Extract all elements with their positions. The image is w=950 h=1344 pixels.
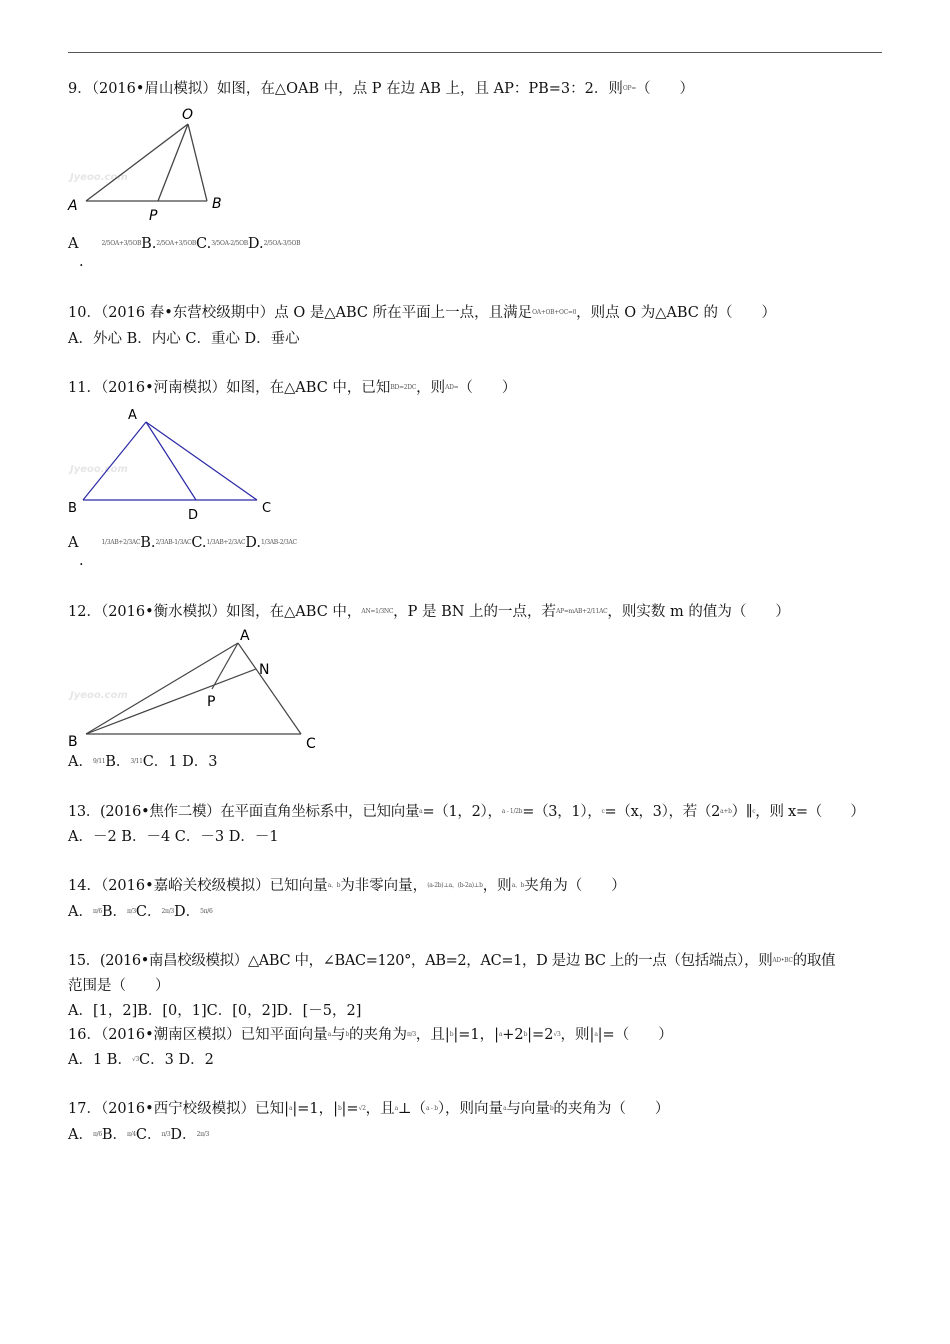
q10-options: A．外心 B．内心 C．重心 D．垂心 <box>68 331 300 347</box>
svg-text:A: A <box>240 628 250 644</box>
svg-text:A: A <box>68 198 78 214</box>
svg-text:Jyeoo.com: Jyeoo.com <box>70 464 128 475</box>
q9-stem: 9．（2016•眉山模拟）如图，在△OAB 中，点 P 在边 AB 上，且 AP：PB=3：2．则OP=（ ） <box>68 81 694 97</box>
svg-text:A: A <box>128 408 137 423</box>
svg-text:C: C <box>262 501 272 516</box>
svg-text:N: N <box>259 662 270 678</box>
svg-text:D: D <box>188 508 199 523</box>
q11-dot: . <box>79 553 84 569</box>
svg-text:P: P <box>207 694 216 710</box>
q12-triangle-figure <box>64 624 326 752</box>
q12-stem: 12．（2016•衡水模拟）如图，在△ABC 中，AN=1/3NC，P 是 BN 上的一点，若AP=mAB+2/11AC，则实数 m 的值为（ ） <box>68 604 790 620</box>
svg-text:B: B <box>212 196 222 212</box>
q14-stem: 14．（2016•嘉峪关校级模拟）已知向量a、b为非零向量，(a-2b)⊥a，(b-2a)⊥b，则a、b夹角为（ ） <box>68 878 626 894</box>
q9-dot: . <box>79 254 84 270</box>
svg-text:Jyeoo.com: Jyeoo.com <box>70 172 128 183</box>
svg-text:C: C <box>306 736 316 752</box>
q16-options: A．1 B．√3C．3 D．2 <box>68 1052 214 1068</box>
q13-options: A．－2 B．－4 C．－3 D．－1 <box>68 829 279 845</box>
svg-text:Jyeoo.com: Jyeoo.com <box>70 690 128 701</box>
q17-options: A．π/6B．π/4C．π/3D．2π/3 <box>68 1127 209 1143</box>
q15-stem: 15．(2016•南昌校级模拟）△ABC 中，∠BAC=120°，AB=2，AC=1，D 是边 BC 上的一点（包括端点），则AD•BC的取值 <box>68 953 836 969</box>
q13-stem: 13．(2016•焦作二模）在平面直角坐标系中，已知向量a=（1，2），a - 1/2b=（3，1），c=（x，3），若（2a+b）∥c，则 x=（ ） <box>68 804 865 820</box>
svg-text:O: O <box>182 107 194 123</box>
header-rule <box>68 52 882 53</box>
svg-text:B: B <box>68 501 77 516</box>
q15-options: A．[1，2]B．[0，1]C．[0，2]D．[－5，2] <box>68 1003 362 1019</box>
q14-options: A．π/6B．π/3C．2π/3D．5π/6 <box>68 904 213 920</box>
q11-triangle-figure <box>64 404 284 524</box>
svg-text:P: P <box>149 208 158 224</box>
q9-triangle-figure <box>64 104 234 226</box>
q12-options: A．9/11B．3/11C．1 D．3 <box>68 754 218 770</box>
q16-stem: 16．（2016•潮南区模拟）已知平面向量a与b的夹角为π/3，且|b|=1，|a+2b|=2√3，则|a|=（ ） <box>68 1027 673 1043</box>
q9-options: A 2/5OA+3/5OBB.2/5OA+3/5OBC.3/5OA-2/5OBD.2/5OA-3/5OB <box>68 236 301 252</box>
q17-stem: 17．（2016•西宁校级模拟）已知|a|=1，|b|=√2，且a⊥（a - b），则向量a与向量b的夹角为（ ） <box>68 1101 670 1117</box>
q11-stem: 11．（2016•河南模拟）如图，在△ABC 中，已知BD=2DC，则AD=（ ） <box>68 380 517 396</box>
q11-options: A 1/3AB+2/3ACB.2/3AB-1/3ACC.1/3AB+2/3ACD.1/3AB-2/3AC <box>68 535 297 551</box>
q10-stem: 10．（2016 春•东营校级期中）点 O 是△ABC 所在平面上一点，且满足OA+OB+OC=0，则点 O 为△ABC 的（ ） <box>68 305 776 321</box>
svg-text:B: B <box>68 734 78 750</box>
q15-stem-line2: 范围是（ ） <box>68 978 170 994</box>
